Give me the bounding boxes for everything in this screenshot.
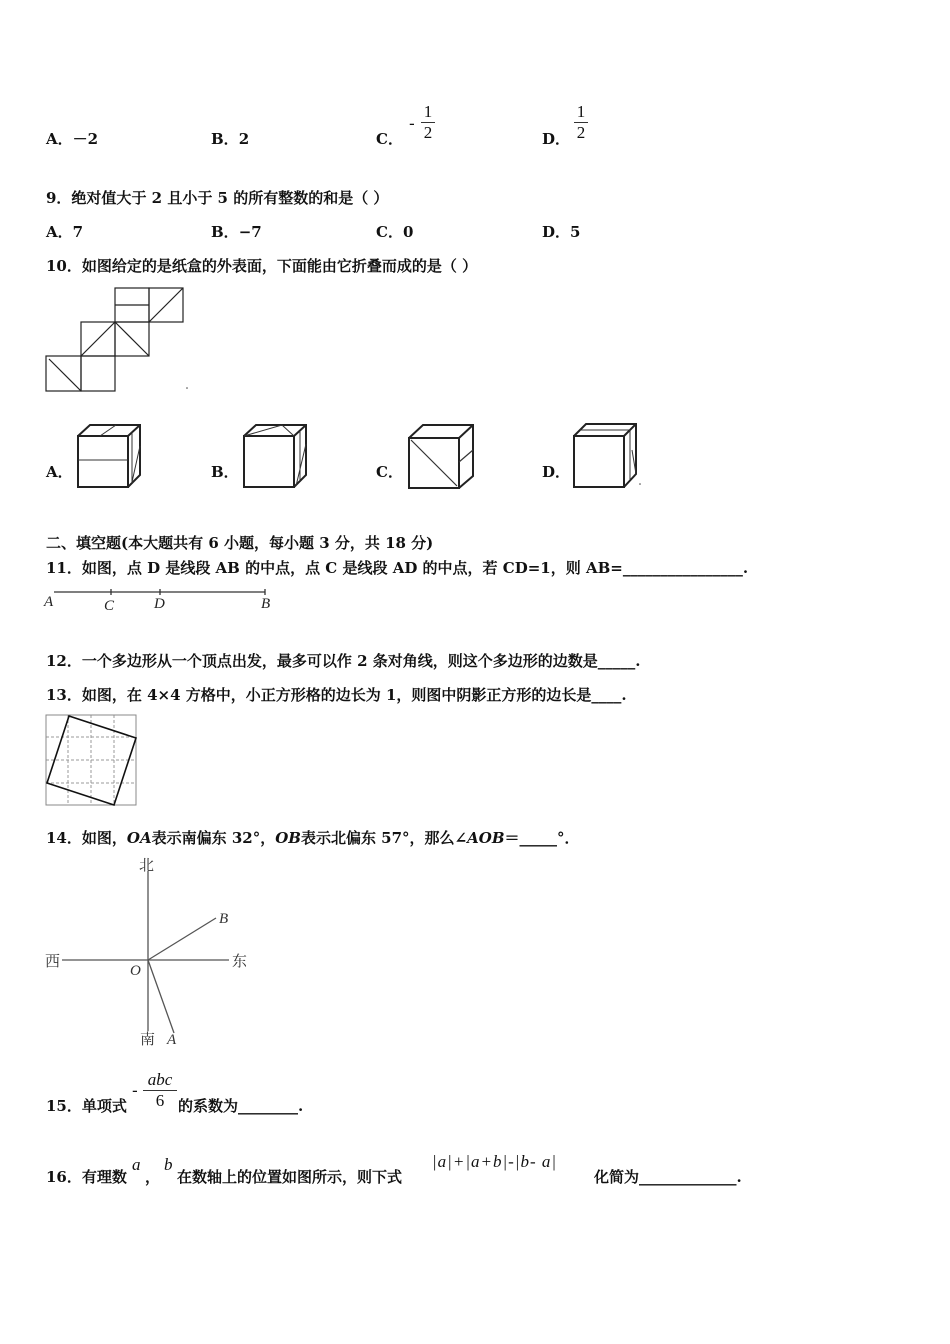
q10-option-a-label: A． (46, 463, 73, 481)
label-north: 北 (139, 858, 155, 874)
q11-stem: 11．如图，点 D 是线段 AB 的中点，点 C 是线段 AD 的中点，若 CD=1，则 AB=________________. (46, 559, 749, 577)
q15-suffix: 的系数为________. (178, 1097, 304, 1115)
q16-middle: 在数轴上的位置如图所示，则下式 (177, 1168, 403, 1186)
fraction-numerator: abc (147, 1070, 173, 1089)
q9-option-b: B．−7 (211, 223, 262, 241)
q10-option-c-cube (405, 422, 475, 492)
label-b: B (219, 911, 229, 927)
ray-ob (148, 918, 216, 960)
q9-option-c: C．0 (376, 223, 414, 241)
point-a-label: A (44, 594, 54, 610)
fraction-denominator: 2 (421, 122, 435, 143)
q10-option-c-label: C． (376, 463, 403, 481)
q8-option-c-sign: - (409, 114, 415, 134)
q10-option-d-cube (570, 422, 645, 492)
q14-stem: 14．如图，OA表示南偏东 32°，OB表示北偏东 57°，那么∠AOB＝_____°． (46, 829, 580, 847)
point-c-label: C (104, 598, 115, 614)
q10-option-b-cube (240, 422, 310, 492)
q10-box-net-figure (44, 287, 244, 397)
section-2-title: 二、填空题(本大题共有 6 小题，每小题 3 分，共 18 分) (46, 534, 434, 552)
q8-option-c-fraction (421, 102, 435, 143)
q10-option-b-label: B． (211, 463, 239, 481)
q16-suffix: 化简为_____________. (594, 1168, 742, 1186)
label-west: 西 (45, 954, 61, 970)
point-b-label: B (261, 596, 271, 612)
q13-stem: 13．如图，在 4×4 方格中，小正方形格的边长为 1，则图中阴影正方形的边长是____. (46, 686, 627, 704)
q8-option-c-label: C． (376, 130, 403, 148)
q16-comma: ， (145, 1168, 161, 1186)
fraction-denominator: 2 (574, 122, 588, 143)
point-d-label: D (154, 596, 165, 612)
ray-oa (148, 960, 174, 1033)
q9-option-a: A．7 (46, 223, 84, 241)
q8-option-b (211, 128, 249, 149)
label-o: O (130, 963, 141, 979)
q10-option-a-cube (74, 422, 144, 492)
q9-stem: 9．绝对值大于 2 且小于 5 的所有整数的和是（ ） (46, 189, 389, 207)
fraction-denominator: 6 (143, 1090, 177, 1111)
q16-var-b: b (164, 1155, 173, 1174)
fraction-numerator: 1 (576, 102, 586, 121)
q16-var-a: a (132, 1155, 141, 1174)
label-east: 东 (232, 954, 248, 970)
q15-fraction (143, 1070, 177, 1111)
option-label: A． (46, 130, 73, 148)
q14-compass-figure (44, 853, 264, 1053)
q8-option-a (46, 128, 98, 149)
q12-stem: 12．一个多边形从一个顶点出发，最多可以作 2 条对角线，则这个多边形的边数是_____. (46, 652, 641, 670)
q15-prefix: 15．单项式 (46, 1097, 127, 1115)
label-a: A (167, 1032, 177, 1048)
q9-option-d: D．5 (542, 223, 581, 241)
q8-option-d-fraction (574, 102, 588, 143)
label-south: 南 (140, 1032, 156, 1048)
q10-stem: 10．如图给定的是纸盒的外表面，下面能由它折叠而成的是（ ） (46, 257, 478, 275)
q16-expression: |a|+|a+b|-|b- a| (432, 1152, 558, 1171)
q10-option-d-label: D． (542, 463, 571, 481)
option-value: 2 (238, 130, 250, 148)
q11-segment-figure (44, 586, 284, 616)
q13-grid-figure (44, 713, 140, 809)
option-value: －2 (72, 130, 99, 148)
q16-prefix: 16．有理数 (46, 1168, 127, 1186)
q15-sign: - (132, 1081, 138, 1101)
fraction-numerator: 1 (423, 102, 433, 121)
q8-option-d-label: D． (542, 130, 571, 148)
option-label: B． (211, 130, 239, 148)
